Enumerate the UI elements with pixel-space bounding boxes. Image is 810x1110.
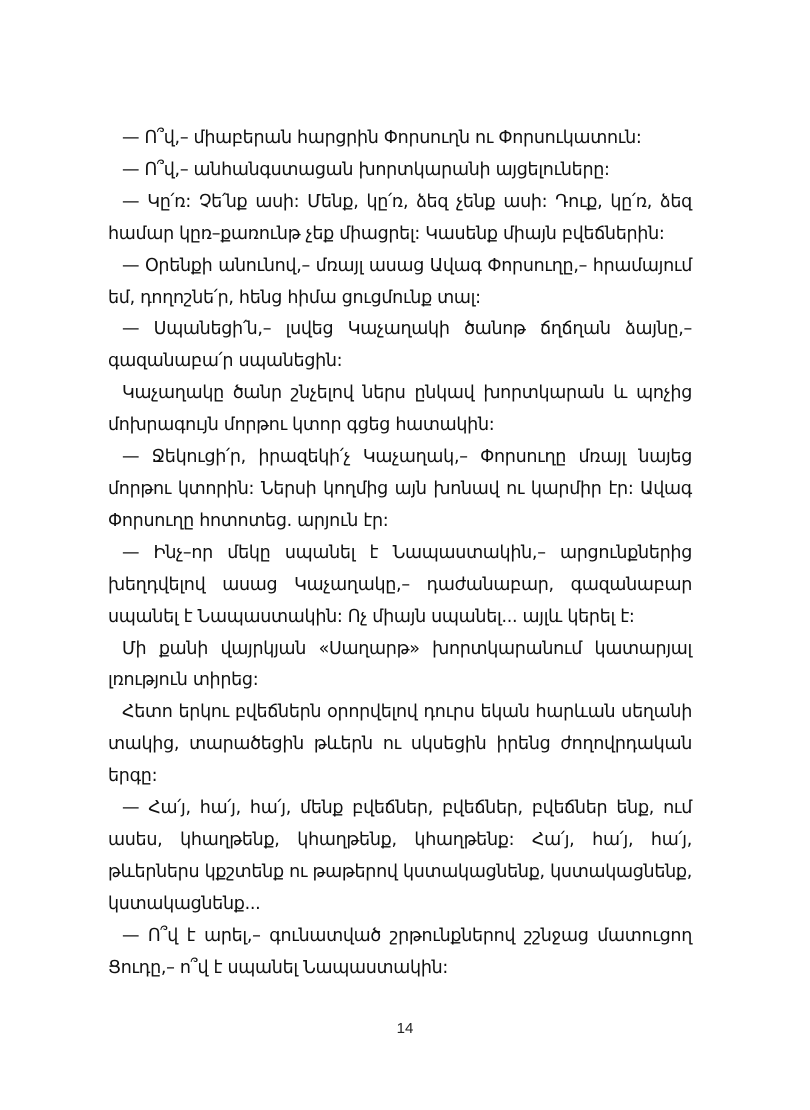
paragraph: Մի քանի վայրկյան «Սաղարթ» խորտկարանում կատարյալ լռություն տիրեց:	[108, 638, 692, 691]
paragraph: — Սպանեցի՛ն,– լսվեց Կաչաղակի ծանոթ ճղճղան ձայնը,– գազանաբա՛ր սպանեցին:	[108, 319, 692, 372]
paragraph: — Հա՛յ, հա՛յ, հա՛յ, մենք բվեճներ, բվեճներ, բվեճներ ենք, ում ասես, կհաղթենք, կհաղթենք, կհաղթենք: Հա՛յ, հա՛յ, հա՛յ, թևերներս կքշտենք ու թաթերով կստակացնենք, կստակացնենք, կստակացնենք...	[108, 798, 692, 914]
paragraph: — Ո՞վ,– անհանգստացան խորտկարանի այցելուները:	[122, 159, 610, 180]
paragraph: Կաչաղակը ծանր շնչելով ներս ընկավ խորտկարան և պոչից մոխրագույն մորթու կտոր գցեց հատակին:	[108, 383, 692, 436]
paragraph: — Ինչ–որ մեկը սպանել է Նապաստակին,– արցունքներից խեղդվելով ասաց Կաչաղակը,– դաժանաբար, գազանաբար սպանել է Նապաստակին: Ոչ միայն սպանել... այլև կերել է:	[108, 542, 692, 627]
paragraph: — Ո՞վ է արել,– գունատված շրթունքներով շշնջաց մատուցող Ցուդը,– ո՞վ է սպանել Նապաստակին:	[108, 925, 692, 978]
paragraph: — Կը՛ռ: Չե՛նք ասի: Մենք, կը՛ռ, ձեզ չենք ասի: Դուք, կը՛ռ, ձեզ համար կըռ–քառունթ չեք միացրել: Կասենք միայն բվեճներին:	[108, 191, 692, 244]
paragraph: — Ո՞վ,– միաբերան հարցրին Փորսուղն ու Փորսուկատուն:	[122, 128, 642, 148]
paragraph: Հետո երկու բվեճներն օրորվելով դուրս եկան հարևան սեղանի տակից, տարածեցին թևերն ու սկսեցին իրենց ժողովրդական երգը:	[108, 702, 692, 787]
paragraph: — Ջեկուցի՛ր, իրազեկի՛չ Կաչաղակ,– Փորսուղը մռայլ նայեց մորթու կտորին: Ներսի կողմից այն խոնավ ու կարմիր էր: Ավագ Փորսուղը հոտոտեց. արյուն էր:	[108, 447, 692, 531]
body-text	[108, 123, 692, 984]
page-number: 14	[396, 1020, 414, 1037]
paragraph: — Օրենքի անունով,– մռայլ ասաց Ավագ Փորսուղը,– հրամայում եմ, դողոշնե՛ր, հենց հիմա ցուցմունք տալ:	[108, 255, 692, 308]
